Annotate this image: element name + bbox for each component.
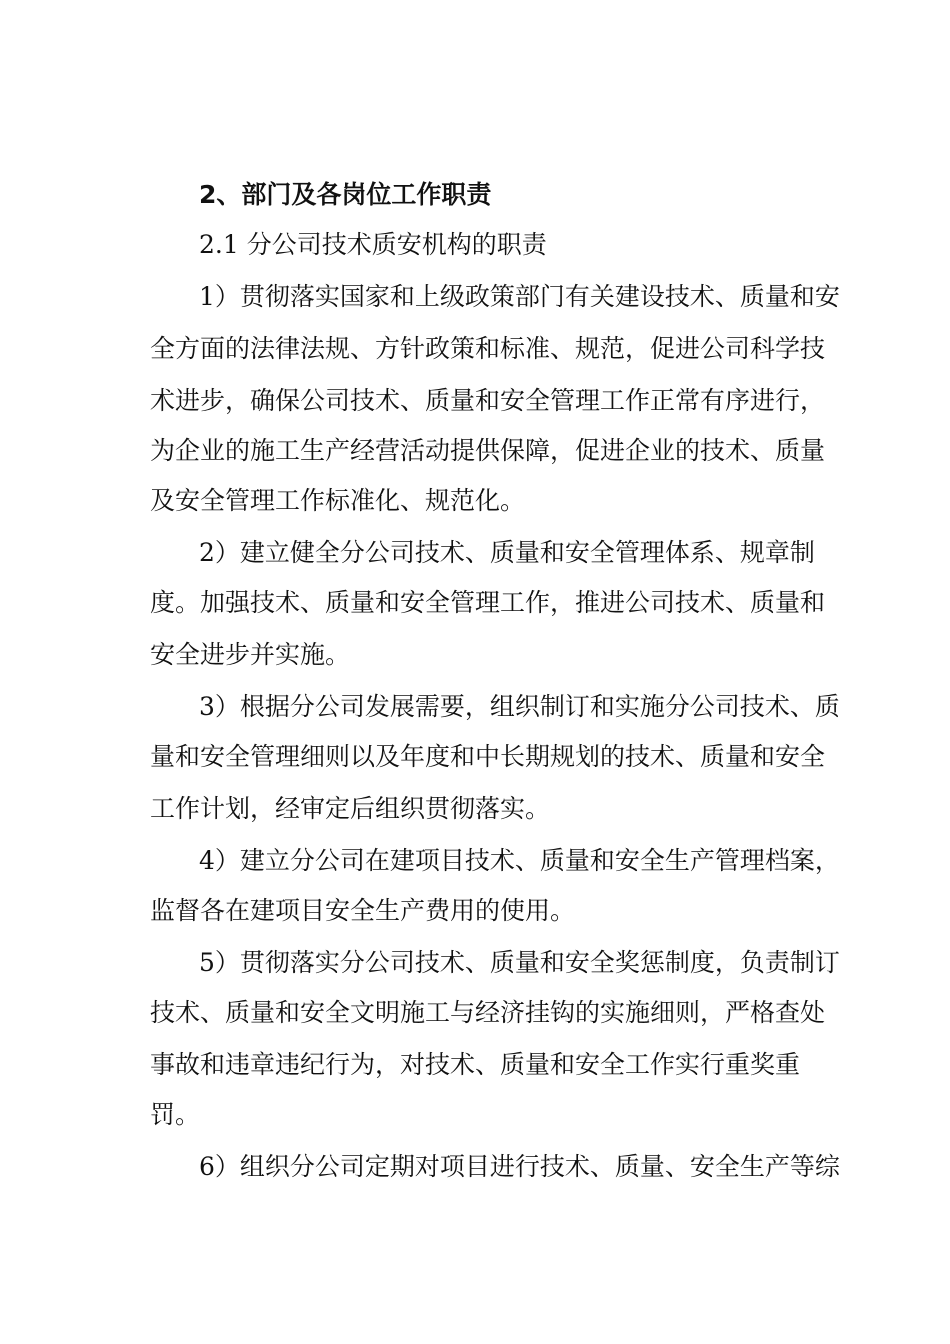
paragraph-line: 监督各在建项目安全生产费用的使用。 [150, 896, 576, 925]
paragraph-line: 罚。 [150, 1100, 201, 1129]
paragraph-line: 2）建立健全分公司技术、质量和安全管理体系、规章制 [199, 538, 815, 567]
paragraph-line: 6）组织分公司定期对项目进行技术、质量、安全生产等综 [199, 1152, 840, 1181]
paragraph-line: 1）贯彻落实国家和上级政策部门有关建设技术、质量和安 [199, 282, 840, 311]
paragraph-line: 及安全管理工作标准化、规范化。 [150, 486, 526, 515]
paragraph-line: 安全进步并实施。 [150, 640, 351, 669]
paragraph-line: 术进步，确保公司技术、质量和安全管理工作正常有序进行， [150, 386, 826, 415]
paragraph-line: 技术、质量和安全文明施工与经济挂钩的实施细则，严格查处 [150, 998, 826, 1027]
paragraph-line: 为企业的施工生产经营活动提供保障，促进企业的技术、质量 [150, 436, 826, 465]
paragraph-line: 3）根据分公司发展需要，组织制订和实施分公司技术、质 [199, 692, 840, 721]
paragraph-line: 度。加强技术、质量和安全管理工作，推进公司技术、质量和 [150, 588, 826, 617]
section-heading: 2、部门及各岗位工作职责 [199, 180, 492, 209]
paragraph-line: 事故和违章违纪行为，对技术、质量和安全工作实行重奖重 [150, 1050, 801, 1079]
paragraph-line: 全方面的法律法规、方针政策和标准、规范，促进公司科学技 [150, 334, 826, 363]
subsection-heading: 2.1 分公司技术质安机构的职责 [199, 230, 547, 259]
paragraph-line: 工作计划，经审定后组织贯彻落实。 [150, 794, 551, 823]
paragraph-line: 量和安全管理细则以及年度和中长期规划的技术、质量和安全 [150, 742, 826, 771]
paragraph-line: 5）贯彻落实分公司技术、质量和安全奖惩制度，负责制订 [199, 948, 840, 977]
paragraph-line: 4）建立分公司在建项目技术、质量和安全生产管理档案， [199, 846, 840, 875]
